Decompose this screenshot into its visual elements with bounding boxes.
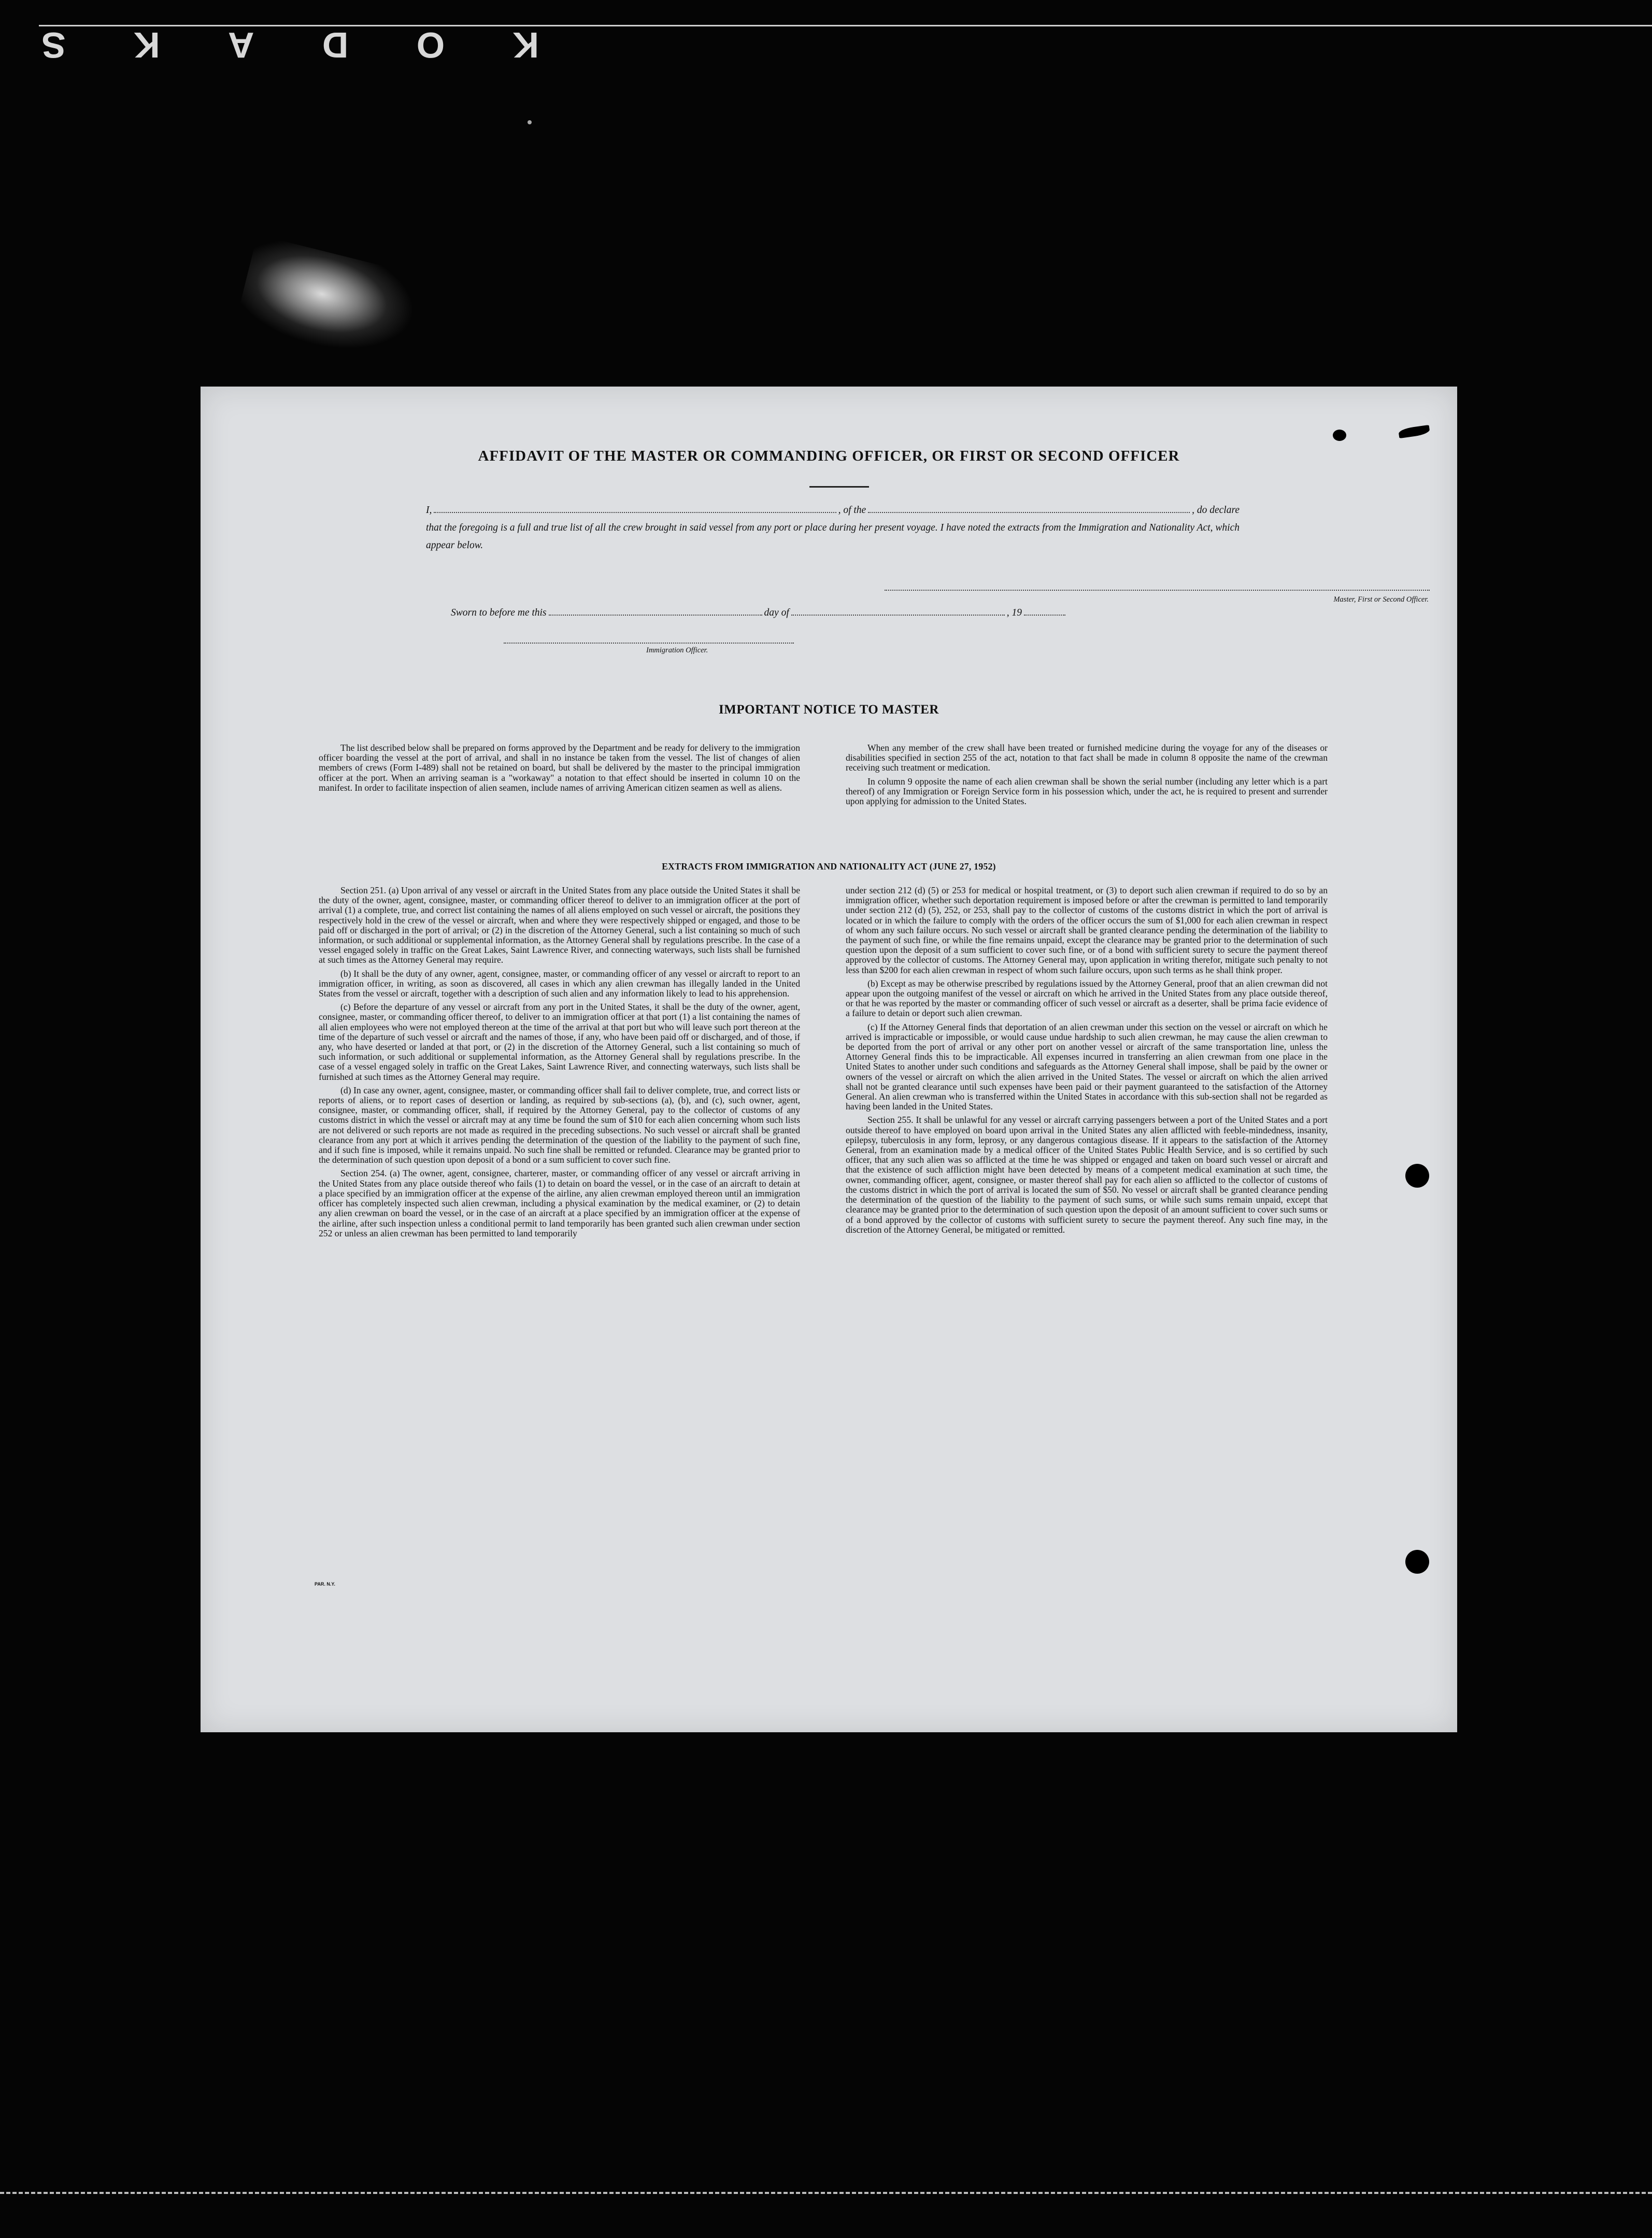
torn-corner-mark: [1398, 425, 1430, 438]
film-edge-bottom: [0, 2192, 1652, 2194]
master-signature-field[interactable]: [885, 590, 1430, 591]
print-code: PAR. N.Y.: [315, 1581, 335, 1587]
extract-paragraph: (c) Before the departure of any vessel or aircraft from any port in the United States, it shall be the duty of the owner, agent, consignee, master, or commanding officer thereof, to deliver to an immigration officer at that port (1) a list containing the names of all alien employees who were not employed thereon at the time of the arrival at that port but who will leave such port thereon at the time of the departure of such vessel or aircraft and the names of those, if any, who have been paid off or discharged, and of those, if any, who have deserted or landed at that port, or (2) in the discretion of the Attorney General, such a list containing so much of such information, or such additional or supplemental information, as the Attorney General shall by regulations prescribe. In the case of a vessel engaged solely in traffic on the Great Lakes, Saint Lawrence River, and connecting waterways, such lists shall be furnished at such times as the Attorney General may require.: [319, 1002, 800, 1082]
declare-label: , do declare: [1192, 505, 1240, 516]
kodak-edge-print: [41, 22, 539, 68]
title-rule: [809, 486, 869, 488]
year-label: , 19: [1006, 607, 1022, 618]
extract-paragraph: under section 212 (d) (5) or 253 for medical or hospital treatment, or (3) to deport such alien crewman if required to do so by an immigration officer, whether such deportation requirement is imposed before or after the crewman is permitted to land temporarily under section 212 (d) (5), 252, or 253, shall pay to the collector of customs of the customs district in which the port of arrival is located or in which the failure to comply with the orders of the officer occurs the sum of $1,000 for each alien crewman in respect of whom any such failure occurs. No such vessel or aircraft shall be granted clearance pending the determination of the liability to the payment of such fine, or while the fine remains unpaid, except the clearance may be granted prior to the determination of such question upon the deposit of a sum sufficient to cover such fine, or of a bond with sufficient surety to secure the payment thereof approved by the collector of customs. The Attorney General may, upon application in writing therefor, mitigate such penalty to not less than $200 for each alien crewman in respect of whom such failure occurs, upon such terms as he shall think proper.: [846, 885, 1328, 975]
of-the-label: , of the: [838, 505, 866, 516]
affidavit-title: AFFIDAVIT OF THE MASTER OR COMMANDING OFFICER, OR FIRST OR SECOND OFFICER: [478, 448, 1180, 464]
punch-hole: [1405, 1164, 1429, 1188]
declaration-fill-line: [426, 502, 1240, 519]
ink-blot-mark: [1333, 430, 1346, 441]
sworn-month-field[interactable]: [791, 605, 1005, 616]
sworn-day-field[interactable]: [549, 605, 762, 616]
master-caption: Master, First or Second Officer.: [1333, 595, 1429, 604]
immigration-officer-signature-field[interactable]: [504, 643, 794, 644]
declaration-text: that the foregoing is a full and true list of all the crew brought in said vessel from any port or place during her present voyage. I have noted the extracts from the Immigration and Nationality Act, which appear below.: [426, 522, 1240, 551]
extract-paragraph: (d) In case any owner, agent, consignee, master, or commanding officer shall fail to deliver complete, true, and correct lists or reports of aliens, or to report cases of desertion or landing, as required by sub-sections (a), (b), and (c), such owner, agent, consignee, master, or commanding officer, shall, if required by the Attorney General, pay to the collector of customs of any customs district in which the vessel or aircraft may at any time be found the sum of $10 for each alien concerning whom such lists are not delivered or such reports are not made as required in the preceding subsections. No such vessel or aircraft shall be granted clearance from any port at which it arrives pending the determination of the question of the liability to the payment of such fine, and if such fine is imposed, while it remains unpaid. No such fine shall be remitted or refunded. Clearance may be granted prior to the determination of such question upon deposit of a bond or a sum sufficient to cover such fine.: [319, 1085, 800, 1165]
sworn-fill-line: [451, 604, 1067, 622]
notice-paragraph: When any member of the crew shall have been treated or furnished medicine during the voyage for any of the diseases or disabilities specified in section 255 of the act, notation to that fact shall be made in column 8 opposite the name of the crewman receiving such treatment or medication.: [846, 743, 1328, 773]
extracts-right-column: [846, 886, 1328, 1238]
sworn-line: [451, 604, 1067, 622]
film-letter: K: [512, 25, 539, 65]
film-speck: [528, 120, 532, 124]
film-letter: A: [227, 25, 254, 65]
notice-right-column: [846, 743, 1328, 810]
extracts-left-column: [319, 886, 800, 1242]
punch-hole: [1405, 1550, 1429, 1574]
document-page: [201, 387, 1457, 1732]
film-damage-speck: [235, 235, 423, 366]
extract-paragraph: Section 251. (a) Upon arrival of any vessel or aircraft in the United States from any place outside the United States it shall be the duty of the owner, agent, consignee, master, or commanding officer thereof to deliver to an immigration officer at the port of arrival (1) a complete, true, and correct list containing the names of all aliens employed on such vessel or aircraft, the positions they respectively hold in the crew of the vessel or aircraft, when and where they were respectively shipped or engaged, and those to be paid off or discharged in the port of arrival; or (2) in the discretion of the Attorney General, such a list containing so much of such information, or such additional or supplemental information, as the Attorney General shall by regulations prescribe. In the case of a vessel engaged solely in traffic on the Great Lakes, Saint Lawrence River, and connecting waterways, such lists shall be furnished at such times as the Attorney General may require.: [319, 885, 800, 965]
notice-paragraph: In column 9 opposite the name of each alien crewman shall be shown the serial number (including any letter which is a part thereof) of any Immigration or Foreign Service form in his possession which, under the act, he is required to present and surrender upon applying for admission to the United States.: [846, 776, 1328, 807]
extract-paragraph: (b) It shall be the duty of any owner, agent, consignee, master, or commanding officer of any vessel or aircraft to report to an immigration officer, in writing, as soon as discovered, all cases in which any alien crewman has illegally landed in the United States from the vessel or aircraft, together with a description of such alien and any information likely to lead to his apprehension.: [319, 968, 800, 999]
film-letter: D: [322, 25, 349, 65]
declaration-block: [426, 502, 1240, 554]
officer-caption: Immigration Officer.: [646, 646, 708, 654]
sworn-label: Sworn to before me this: [451, 607, 547, 618]
extract-paragraph: (b) Except as may be otherwise prescribed by regulations issued by the Attorney General, proof that an alien crewman did not appear upon the outgoing manifest of the vessel or aircraft on which he arrived in the United States from any place outside thereof, or that he was reported by the master or commanding officer of such vessel or aircraft as a deserter, shall be prima facie evidence of a failure to detain or deport such alien crewman.: [846, 978, 1328, 1019]
film-letter: S: [41, 25, 66, 65]
vessel-name-field[interactable]: [868, 503, 1190, 513]
day-of-label: day of: [764, 607, 789, 618]
declarant-label: I,: [426, 505, 432, 516]
declarant-name-field[interactable]: [434, 503, 836, 513]
notice-paragraph: The list described below shall be prepared on forms approved by the Department and be ready for delivery to the immigration officer boarding the vessel at the port of arrival, and shall in no instance be taken from the vessel. The list of changes of alien members of crews (Form I-489) shall not be retained on board, but shall be delivered by the master to the principal immigration officer at the port. When an arriving seaman is a "workaway" a notation to that effect should be inserted in column 10 on the manifest. In order to facilitate inspection of alien seamen, include names of arriving American citizen seamen as well as aliens.: [319, 743, 800, 793]
extracts-title: EXTRACTS FROM IMMIGRATION AND NATIONALITY ACT (JUNE 27, 1952): [662, 861, 996, 872]
extract-paragraph: Section 255. It shall be unlawful for any vessel or aircraft carrying passengers between a port of the United States and a port outside thereof to have employed on board upon arrival in the United States any alien afflicted with feeble-mindedness, insanity, epilepsy, tuberculosis in any form, leprosy, or any dangerous contagious disease. If it appears to the satisfaction of the Attorney General, from an examination made by a medical officer of the United States Public Health Service, and is so certified by such officer, that any such alien was so afflicted at the time he was shipped or engaged and taken on board such vessel or aircraft and that the existence of such affliction might have been detected by means of a competent medical examination at such time, the owner, commanding officer, agent, consignee, or master thereof shall pay for each alien so afflicted to the collector of customs of the customs district in which the port of arrival is located the sum of $50. No vessel or aircraft shall be granted clearance pending the determination of the question of the liability to the payment of such sums, or while such sums remain unpaid, except that clearance may be granted prior to the determination of such question upon the deposit of an amount sufficient to cover such sums or of a bond approved by the collector of customs with sufficient surety to secure the payment thereof. Any such fine may, in the discretion of the Attorney General, be mitigated or remitted.: [846, 1115, 1328, 1235]
film-letter: K: [134, 25, 160, 65]
notice-left-column: [319, 743, 800, 796]
notice-title: IMPORTANT NOTICE TO MASTER: [719, 703, 939, 717]
extract-paragraph: Section 254. (a) The owner, agent, consignee, charterer, master, or commanding officer of any vessel or aircraft arriving in the United States from any place outside thereof who fails (1) to detain on board the vessel, or in the case of an aircraft to detain at a place specified by an immigration officer at the expense of the airline, any alien crewman employed thereon until an immigration officer has completely inspected such alien crewman, including a physical examination by the medical examiner, or (2) to detain any alien crewman on board the vessel, or in the case of an aircraft at a place specified by an immigration officer at the expense of the airline, after such inspection unless a conditional permit to land temporarily has been granted such alien crewman under section 252 or unless an alien crewman has been permitted to land temporarily: [319, 1168, 800, 1238]
film-letter: O: [416, 25, 445, 65]
sworn-year-field[interactable]: [1024, 605, 1065, 616]
extract-paragraph: (c) If the Attorney General finds that deportation of an alien crewman under this section on the vessel or aircraft on which he arrived is impracticable or impossible, or would cause undue hardship to such alien crewman, he may cause the alien crewman to be deported from the port of arrival or any other port on another vessel or aircraft of the same transportation line, unless the Attorney General finds this to be impracticable. All expenses incurred in transferring an alien crewman from one place in the United States to another under such conditions and safeguards as the Attorney General shall impose, shall be paid by the owner or owners of the vessel or aircraft on which the alien arrived in the United States. The vessel or aircraft on which the alien arrived shall not be granted clearance until such expenses have been paid or their payment guaranteed to the satisfaction of the Attorney General. An alien crewman who is transferred within the United States in accordance with this sub-section shall not be regarded as having been landed in the United States.: [846, 1021, 1328, 1112]
